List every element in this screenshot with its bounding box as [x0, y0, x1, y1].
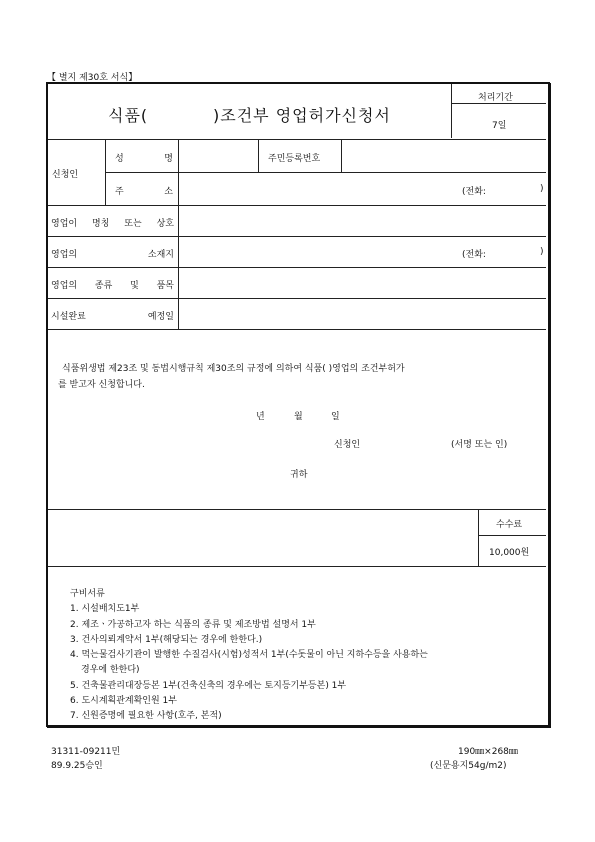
address-field[interactable] [180, 174, 540, 203]
document-item: 2. 제조ㆍ가공하고자 하는 식품의 종류 및 제조방법 설명서 1부 [70, 619, 316, 630]
recipient-label: 귀하 [290, 470, 308, 480]
document-item: 5. 건축물관리대장등본 1부(건축신축의 경우에는 토지등기부등본) 1부 [70, 680, 347, 691]
fee-value: 10,000원 [489, 548, 530, 558]
business-location-label: 영업의 소재지 [51, 250, 174, 260]
processing-period-value: 7일 [492, 121, 507, 131]
approval-date: 89.9.25승인 [51, 761, 103, 771]
required-documents [70, 587, 428, 725]
form-code: 31311-09211민 [51, 747, 121, 757]
document-item: 1. 시설배치도1부 [70, 604, 140, 615]
document-item: 경우에 한한다) [81, 665, 140, 676]
form-number-tag: 【 별지 제30호 서식】 [47, 73, 138, 83]
form-title-right: )조건부 영업허가신청서 [213, 106, 391, 125]
document-item: 3. 건사의뢰계약서 1부(해당되는 경우에 한한다.) [70, 634, 263, 645]
form-title-left: 식품( [108, 106, 149, 125]
signer-label: 신청인 [334, 440, 361, 450]
date-year: 년 [256, 412, 265, 422]
document-item: 7. 신원증명에 필요한 사항(호주, 본적) [70, 711, 222, 722]
signature-label: (서명 또는 인) [451, 440, 508, 450]
declaration-line-1: 식품위생법 제23조 및 동법시행규칙 제30조의 규정에 의하여 식품( )영업의 조건부허가 [62, 364, 405, 374]
paper-size: 190㎜×268㎜ [458, 747, 518, 757]
applicant-label: 신청인 [52, 170, 79, 180]
document-item: 4. 먹는물검사기관이 발행한 수질검사(시험)성적서 1부(수돗물이 아닌 지하수등을 사용하는 [70, 650, 428, 661]
location-phone-close: ) [540, 247, 544, 257]
resident-number-field[interactable] [343, 141, 543, 170]
address-phone-label: (전화: [462, 187, 486, 197]
address-label: 주 소 [115, 187, 173, 197]
completion-date-label: 시설완료 예정일 [51, 312, 174, 322]
completion-date-field[interactable] [180, 300, 544, 327]
declaration-line-2: 를 받고자 신청합니다. [58, 380, 145, 390]
resident-number-label: 주민등록번호 [268, 154, 321, 164]
fee-label: 수수료 [496, 520, 523, 530]
business-type-label: 영업의 종류 및 품목 [51, 281, 174, 291]
date-day: 일 [331, 412, 340, 422]
location-phone-label: (전화: [462, 250, 486, 260]
paper-type: (신문용지54g/m2) [430, 761, 507, 771]
date-month: 월 [294, 412, 303, 422]
business-name-field[interactable] [180, 207, 544, 234]
document-item: 6. 도시계획관계확인원 1부 [70, 696, 177, 707]
documents-heading: 구비서류 [70, 589, 105, 599]
business-type-field[interactable] [180, 269, 544, 296]
name-field[interactable] [180, 141, 256, 170]
address-phone-close: ) [540, 184, 544, 194]
processing-period-label: 처리기간 [478, 93, 513, 103]
name-label: 성 명 [115, 154, 173, 164]
business-location-field[interactable] [180, 238, 540, 265]
business-name-label: 영업이 명칭 또는 상호 [51, 219, 174, 229]
